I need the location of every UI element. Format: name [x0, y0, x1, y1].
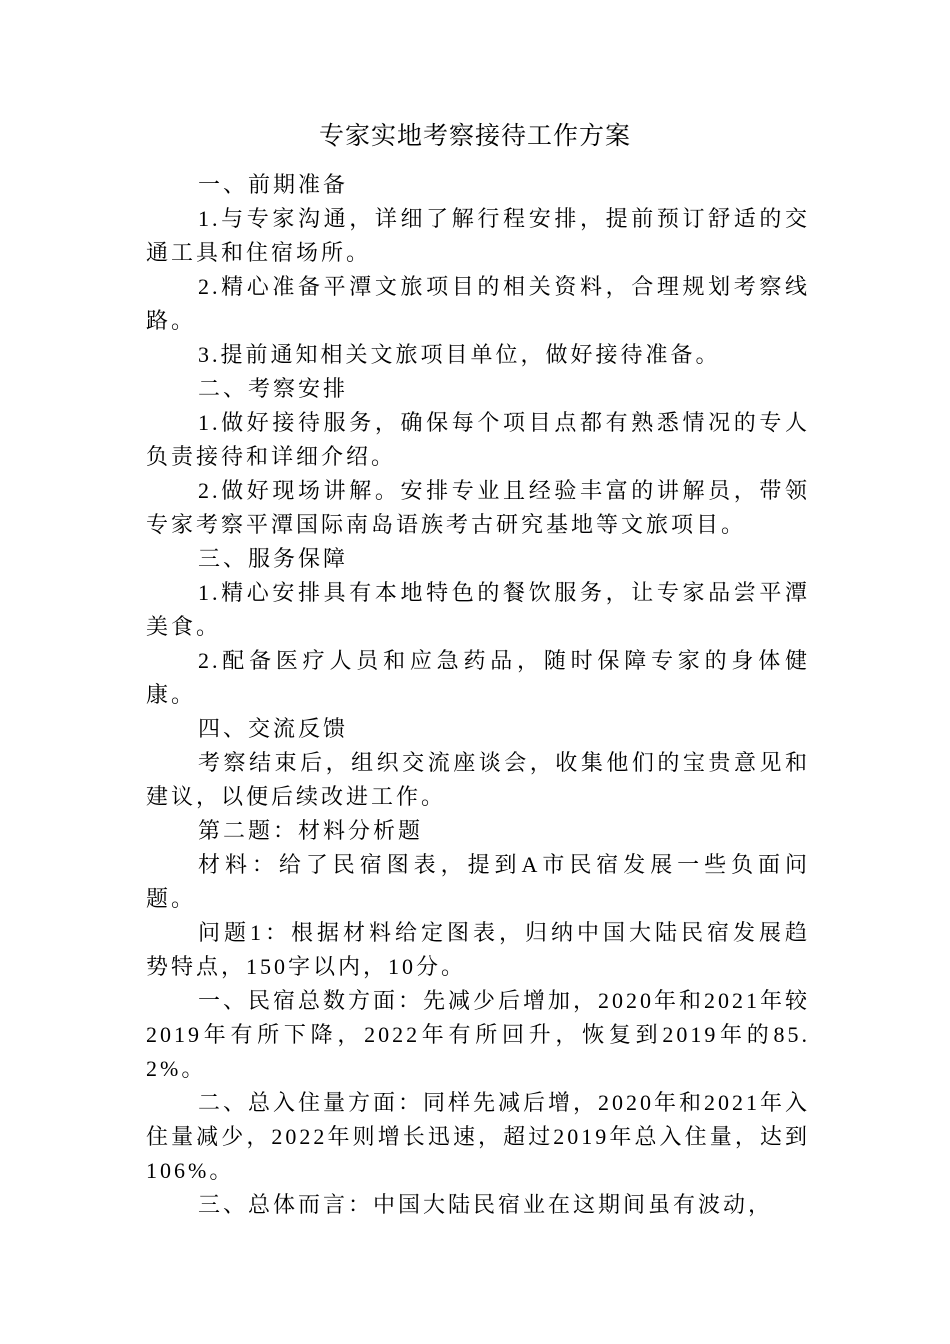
section-heading-service: 三、服务保障 [198, 546, 349, 571]
paragraph: 2.配备医疗人员和应急药品，随时保障专家的身体健康。 [146, 648, 810, 707]
paragraph: 二、总入住量方面：同样先减后增，2020年和2021年入住量减少，2022年则增长迅速，超过2019年总入住量，达到106%。 [146, 1090, 811, 1183]
document-title: 专家实地考察接待工作方案 [318, 121, 631, 150]
paragraph: 2.做好现场讲解。安排专业且经验丰富的讲解员，带领专家考察平潭国际南岛语族考古研究基地等文旅项目。 [146, 478, 810, 537]
paragraph: 问题1：根据材料给定图表，归纳中国大陆民宿发展趋势特点，150字以内，10分。 [146, 920, 810, 979]
section-heading-preparation: 一、前期准备 [198, 172, 349, 197]
paragraph: 一、民宿总数方面：先减少后增加，2020年和2021年较2019年有所下降，2022年有所回升，恢复到2019年的85.2%。 [146, 988, 811, 1081]
paragraph: 2.精心准备平潭文旅项目的相关资料，合理规划考察线路。 [146, 274, 810, 333]
paragraph: 考察结束后，组织交流座谈会，收集他们的宝贵意见和建议，以便后续改进工作。 [146, 750, 810, 809]
document-body [146, 168, 810, 1222]
paragraph: 材料：给了民宿图表，提到A市民宿发展一些负面问题。 [146, 852, 810, 911]
paragraph: 三、总体而言：中国大陆民宿业在这期间虽有波动， [198, 1192, 774, 1217]
paragraph: 1.与专家沟通，详细了解行程安排，提前预订舒适的交通工具和住宿场所。 [146, 206, 810, 265]
paragraph: 3.提前通知相关文旅项目单位，做好接待准备。 [198, 342, 721, 367]
paragraph: 1.精心安排具有本地特色的餐饮服务，让专家品尝平潭美食。 [146, 580, 810, 639]
question-heading: 第二题：材料分析题 [198, 818, 424, 843]
paragraph: 1.做好接待服务，确保每个项目点都有熟悉情况的专人负责接待和详细介绍。 [146, 410, 810, 469]
section-heading-feedback: 四、交流反馈 [198, 716, 349, 741]
section-heading-inspection: 二、考察安排 [198, 376, 349, 401]
